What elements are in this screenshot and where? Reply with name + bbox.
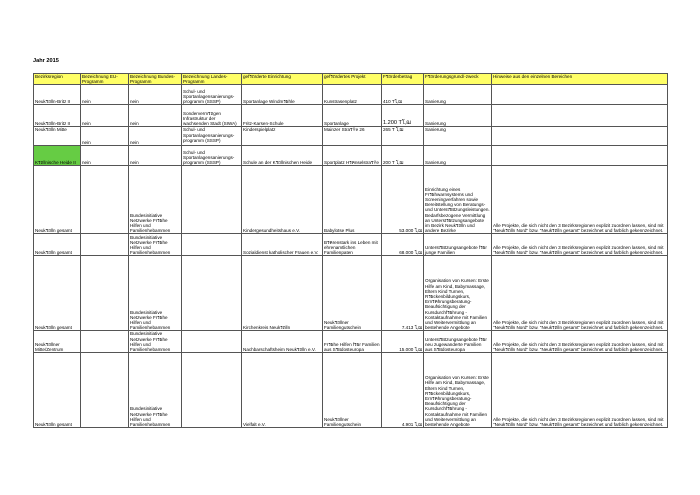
table-row [34,256,668,331]
cell-zweck: Einrichtung eines Frรผhwarnsystems und Screeningverfahren sowie Bereitstellung von Beratungs- und Unterstรผtzungsleistungen. Bedarfsbezogene Vermittlung an Unterstรผtzungsangebote im Bezirk Neukรถlln und andere Bezirke [424,166,492,234]
cell-region: Neukรถlln gesamt [34,353,81,428]
cell-region: Neukรถlln gesamt [34,166,81,234]
cell-bund: nein [129,127,182,146]
cell-bund: Bundesinitiative Netzwerke Frรผhe Hilfen und Familienhebammen [129,353,182,428]
cell-land: Schul- und Sportanlagensanierungs-programm (SSSP) [182,146,242,166]
cell-betrag: 53.000 โ‚ฌ [382,166,424,234]
cell-hinweise: Alle Projekte, die sich nicht den 3 Bezirksregionen explizit zuordnen lassen, sind mit "Neukรถlln Nord" bzw. "Neukรถlln gesamt" bezeichnet und farblich gekennzeichnet. [492,166,668,234]
cell-betrag: 200 T โ‚ฌ [382,146,424,166]
cell-projekt: Sportplatz HรคnselstraรŸe [323,146,382,166]
cell-bund: Bundesinitiative Netzwerke Frรผhe Hilfen und Familienhebammen [129,256,182,331]
table-row [34,166,668,234]
cell-projekt: Bรคrenstark ins Leben mit ehrenamtlichen Familienpaten [323,234,382,256]
cell-land: Schul- und Sportanlagensanierungs-programm (SSSP) [182,127,242,146]
cell-einrichtung: Kirchenkreis Neukรถlln [242,256,323,331]
header-cell: Bezeichnung Landes-Programm [182,74,242,85]
table-row [34,331,668,353]
cell-einrichtung: Schule an der Kรถllnischen Heide [242,146,323,166]
cell-bund: nein [129,85,182,105]
cell-zweck: Organisation von Kursen: Erste Hilfe am Kind, Babymassage, Eltern Kind Turnen, Rรผckenbildungskurs, Ernรคhrungsberatung- Beaufsichtigung der Kursdurchfรผhrung - Kontaktaufnahme mit Familien und Weitervermittlung an bestehende Angebote [424,353,492,428]
cell-bund: Bundesinitiative Netzwerke Frรผhe Hilfen und Familienhebammen [129,166,182,234]
cell-land [182,331,242,353]
cell-einrichtung: Kindergesundheitshaus e.V. [242,166,323,234]
cell-projekt: Mainzer StraรŸe 26 [323,127,382,146]
cell-land [182,166,242,234]
cell-betrag: 15.000 โ‚ฌ [382,331,424,353]
cell-hinweise: Alle Projekte, die sich nicht den 3 Bezirksregionen explizit zuordnen lassen, sind mit "Neukรถlln Nord" bzw. "Neukรถlln gesamt" bezeichnet und farblich gekennzeichnet. [492,331,668,353]
header-cell: Bezirksregion [34,74,81,85]
cell-hinweise [492,146,668,166]
header-cell: gefรถrdertes Projekt [323,74,382,85]
cell-betrag: 4.901 โ‚ฌ [382,353,424,428]
cell-eu [81,256,129,331]
header-cell: Fรถrderbetrag [382,74,424,85]
cell-hinweise: Alle Projekte, die sich nicht den 3 Bezirksregionen explizit zuordnen lassen, sind mit "Neukรถlln Nord" bzw. "Neukรถlln gesamt" bezeichnet und farblich gekennzeichnet. [492,256,668,331]
funding-table [33,73,668,428]
table-row [34,105,668,127]
cell-einrichtung: Fritz-Karsen-Schule [242,105,323,127]
cell-region: Neukรถlln Mitte [34,127,81,146]
cell-eu: nein [81,85,129,105]
cell-bund: nein [129,146,182,166]
cell-einrichtung: Sportanlage Windmรผhle [242,85,323,105]
cell-einrichtung: Nachbarschaftsheim Neukรถlln e.V. [242,331,323,353]
cell-betrag: 265 T โ‚ฌ [382,127,424,146]
header-cell: Bezeichnung Bundes-Programm [129,74,182,85]
cell-land: Schul- und Sportanlagensanierungs-programm (SSSP) [182,85,242,105]
cell-zweck: Sanierung [424,105,492,127]
table-row [34,234,668,256]
cell-projekt: Neukรถllner Familiengutschein [323,353,382,428]
cell-betrag: 1.200 Tโ‚ฌ [382,105,424,127]
header-cell: gefรถrderte Einrichtung [242,74,323,85]
cell-betrag: 7.413 โ‚ฌ [382,256,424,331]
cell-eu [81,234,129,256]
cell-projekt: Babylotse Plus [323,166,382,234]
cell-projekt: Sportanlage [323,105,382,127]
cell-einrichtung: Kinderspielplatz [242,127,323,146]
cell-land [182,353,242,428]
cell-region: Kรถllnische Heide II [34,146,81,166]
cell-zweck: Sanierung [424,85,492,105]
cell-region: Neukรถlln-Britz II [34,105,81,127]
cell-land [182,234,242,256]
cell-projekt: Neukรถllner Familiengutschein [323,256,382,331]
cell-region: Neukรถlln gesamt [34,234,81,256]
cell-projekt: Kunstrasenplatz [323,85,382,105]
cell-projekt: Frรผhe Hilfen fรผr Familien aus Sรผdosteuropa [323,331,382,353]
cell-einrichtung: Vielfalt e.V. [242,353,323,428]
cell-hinweise [492,127,668,146]
header-cell: Bezeichnung EU-Programm [81,74,129,85]
cell-zweck: Sanierung [424,146,492,166]
cell-eu: nein [81,105,129,127]
table-header-row [34,74,668,85]
cell-eu: nein [81,127,129,146]
cell-zweck: Unterstรผtzungsangebote fรผr neu zugewanderte Familien aus Sรผdosteuropa [424,331,492,353]
cell-betrag: 410 Tโ‚ฌ [382,85,424,105]
cell-region: Neukรถlln gesamt [34,256,81,331]
cell-eu: nein [81,146,129,166]
cell-zweck: Organisation von Kursen: Erste Hilfe am Kind, Babymassage, Eltern Kind Turnen, Rรผckenbildungskurs, Ernรคhrungsberatung- Beaufsichtigung der Kursdurchfรผhrung - Kontaktaufnahme mit Familien und Weitervermittlung an bestehende Angebote [424,256,492,331]
cell-eu [81,166,129,234]
table-row [34,146,668,166]
cell-hinweise [492,85,668,105]
cell-hinweise: Alle Projekte, die sich nicht den 3 Bezirksregionen explizit zuordnen lassen, sind mit "Neukรถlln Nord" bzw. "Neukรถlln gesamt" bezeichnet und farblich gekennzeichnet. [492,234,668,256]
table-row [34,353,668,428]
cell-bund: nein [129,105,182,127]
cell-land: Sondervermรถgen Infrastruktur der wachsenden Stadt (SIWA) [182,105,242,127]
header-cell: Fรถrderungsgrund/-zweck [424,74,492,85]
cell-land [182,256,242,331]
table-row [34,85,668,105]
cell-betrag: 68.000 โ‚ฌ [382,234,424,256]
year-label: Jahr 2015 [33,58,59,64]
cell-hinweise [492,105,668,127]
cell-zweck: Sanierung [424,127,492,146]
cell-bund: Bundesinitiative Netzwerke Frรผhe Hilfen und Familienhebammen [129,331,182,353]
header-cell: Hinweise aus den einzelnen Bereichen [492,74,668,85]
cell-bund: Bundesinitiative Netzwerke Frรผhe Hilfen und Familienhebammen [129,234,182,256]
table-row [34,127,668,146]
cell-region: Neukรถlln-Britz II [34,85,81,105]
cell-einrichtung: Sozialdienst katholischer Frauen e.V. [242,234,323,256]
cell-zweck: Unterstรผtzungsangebote fรผr junge Familien [424,234,492,256]
cell-hinweise: Alle Projekte, die sich nicht den 3 Bezirksregionen explizit zuordnen lassen, sind mit "Neukรถlln Nord" bzw. "Neukรถlln gesamt" bezeichnet und farblich gekennzeichnet. [492,353,668,428]
cell-region: Neukรถllner Mitte/Zentrum [34,331,81,353]
cell-eu [81,331,129,353]
cell-eu [81,353,129,428]
